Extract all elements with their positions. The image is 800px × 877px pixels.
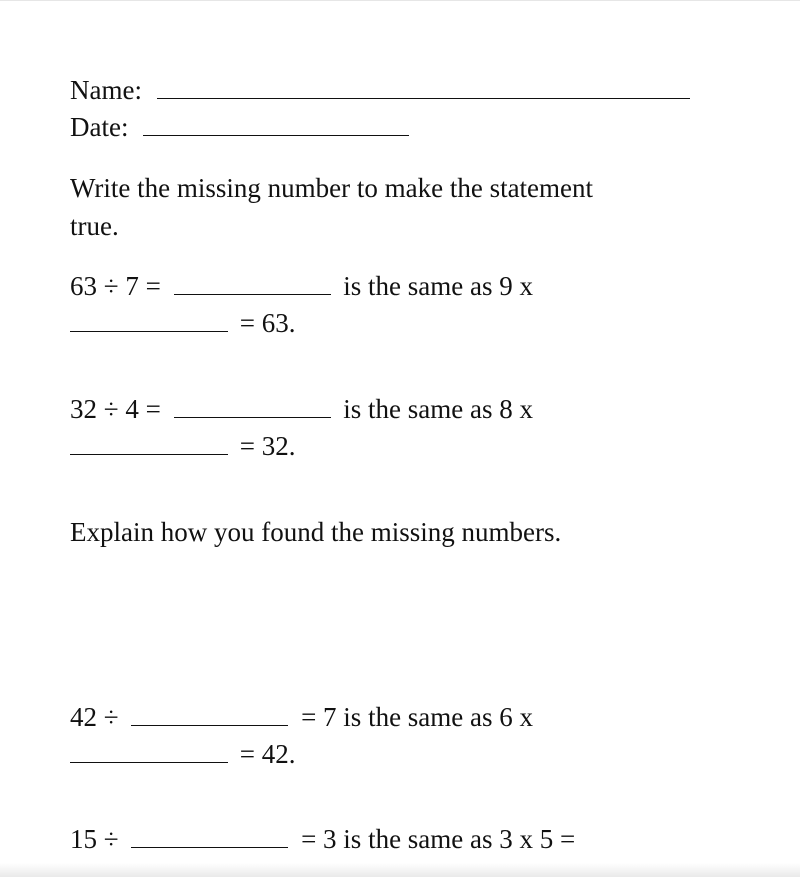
problem-4-left: 15 ÷ [70, 824, 119, 854]
problem-3-middle: = 7 is the same as 6 x [301, 702, 534, 732]
problem-1-line-2 [70, 306, 295, 340]
problem-2-result: = 32. [239, 431, 296, 461]
problem-2-line-2 [70, 429, 295, 463]
page-bottom-edge [0, 863, 800, 877]
problem-1-blank-1[interactable] [174, 272, 331, 295]
problem-4-middle: = 3 is the same as 3 x 5 = [301, 824, 576, 854]
problem-2-blank-2[interactable] [70, 432, 228, 455]
problem-1-left: 63 ÷ 7 = [70, 271, 161, 301]
problem-3-blank-1[interactable] [131, 703, 288, 726]
explain-prompt: Explain how you found the missing numbers. [70, 517, 562, 547]
instruction-line-1: Write the missing number to make the statement [70, 173, 594, 203]
name-row [70, 73, 690, 107]
problem-2-blank-1[interactable] [174, 395, 331, 418]
problem-4-blank-1[interactable] [131, 825, 288, 848]
problem-1-blank-2[interactable] [70, 309, 228, 332]
date-blank[interactable] [143, 113, 409, 136]
problem-3-line-1 [70, 700, 533, 734]
problem-3-blank-2[interactable] [70, 740, 228, 763]
problem-4-line-1 [70, 822, 575, 856]
problem-2-left: 32 ÷ 4 = [70, 394, 161, 424]
date-label: Date: [70, 112, 129, 142]
name-label: Name: [70, 75, 142, 105]
instruction-line-2: true. [70, 211, 119, 241]
problem-3-result: = 42. [239, 739, 296, 769]
problem-2-middle: is the same as 8 x [343, 394, 534, 424]
name-blank[interactable] [157, 76, 690, 99]
problem-1-line-1 [70, 269, 533, 303]
problem-3-left: 42 ÷ [70, 702, 119, 732]
problem-2-line-1 [70, 392, 533, 426]
problem-1-result: = 63. [239, 308, 296, 338]
date-row [70, 110, 409, 144]
problem-3-line-2 [70, 737, 295, 771]
problem-1-middle: is the same as 9 x [343, 271, 534, 301]
